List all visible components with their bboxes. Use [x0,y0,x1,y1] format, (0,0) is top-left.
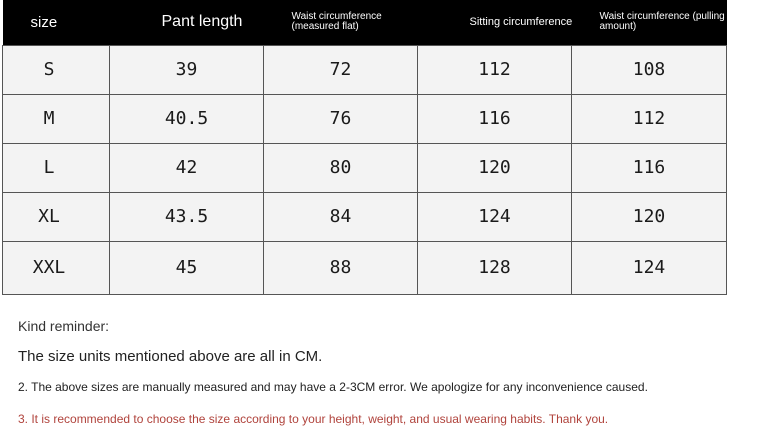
sitting-circumference-cell: 116 [418,94,572,143]
table-row [3,94,727,143]
table-row [3,192,727,241]
size-chart-table [2,0,727,295]
header-pant-length: Pant length [161,13,243,31]
waist-pulling-cell: 112 [572,94,727,143]
header-size: size [30,13,58,31]
sitting-circumference-cell: 128 [418,241,572,294]
waist-pulling-cell: 120 [572,192,727,241]
waist-flat-cell: 80 [264,143,418,192]
header-waist-pulling: Waist circumference (pulling amount) [599,11,725,33]
header-waist-flat: Waist circumference (measured flat) [291,11,382,33]
sitting-circumference-cell: 112 [418,45,572,94]
size-cell: L [3,143,110,192]
table-row [3,45,727,94]
pant-length-cell: 43.5 [110,192,264,241]
pant-length-cell: 45 [110,241,264,294]
waist-flat-cell: 88 [264,241,418,294]
size-cell: XXL [3,241,110,294]
note-size-recommendation: 3. It is recommended to choose the size according to your height, weight, and usual wearing habits. Thank you. [18,412,609,426]
pant-length-cell: 42 [110,143,264,192]
sitting-circumference-cell: 120 [418,143,572,192]
table-header-row [3,0,727,45]
note-measurement-error: 2. The above sizes are manually measured and may have a 2-3CM error. We apologize for any inconvenience caused. [18,380,648,394]
waist-flat-cell: 84 [264,192,418,241]
size-cell: XL [3,192,110,241]
waist-pulling-cell: 124 [572,241,727,294]
size-cell: S [3,45,110,94]
header-sitting-circumference: Sitting circumference [469,16,573,29]
pant-length-cell: 40.5 [110,94,264,143]
size-cell: M [3,94,110,143]
table-row [3,241,727,294]
waist-pulling-cell: 108 [572,45,727,94]
waist-pulling-cell: 116 [572,143,727,192]
kind-reminder-heading: Kind reminder: [18,318,110,334]
waist-flat-cell: 72 [264,45,418,94]
waist-flat-cell: 76 [264,94,418,143]
pant-length-cell: 39 [110,45,264,94]
sitting-circumference-cell: 124 [418,192,572,241]
table-row [3,143,727,192]
note-units: The size units mentioned above are all in CM. [18,348,323,365]
